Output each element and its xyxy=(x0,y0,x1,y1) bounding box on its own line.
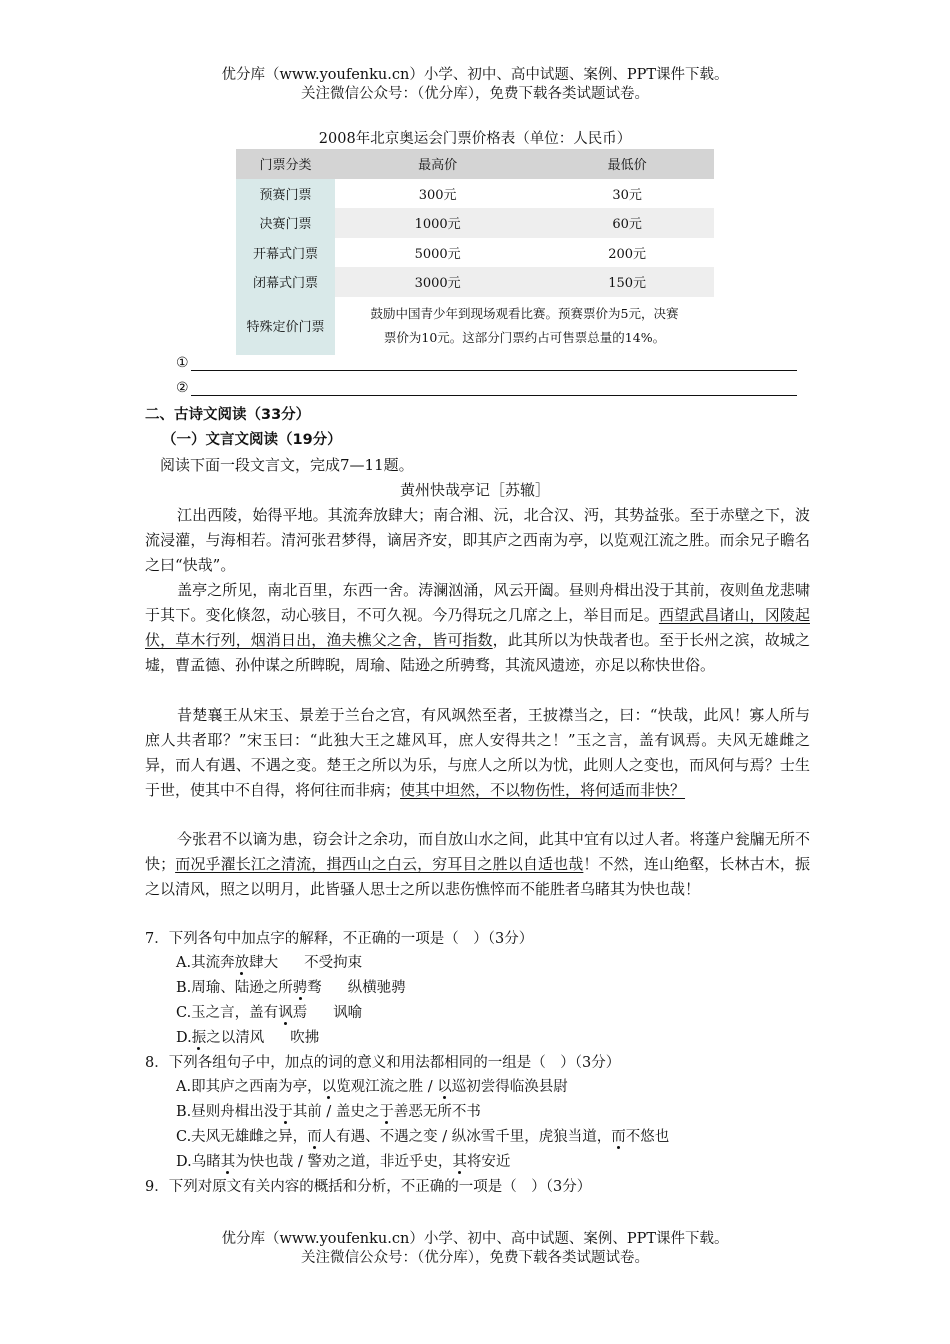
dotted-char: 而 xyxy=(611,1129,626,1145)
table-cell: 30元 xyxy=(612,187,642,203)
question-9-stem: 9．下列对原文有关内容的概括和分析，不正确的一项是（ ）（3分） xyxy=(145,1179,592,1195)
paragraph-text: ！不然，连山绝壑，长林古木，振之以清风，照之以明月，此皆骚人思士之所以悲伤憔悴而不能胜者乌睹其为快也哉！ xyxy=(145,855,810,898)
table-cell: 开幕式门票 xyxy=(236,238,335,268)
ticket-price-table xyxy=(236,149,714,355)
dotted-char: 骋 xyxy=(292,980,308,996)
footer-line-2: 关注微信公众号：（优分库），免费下载各类试题试卷。 xyxy=(301,1250,649,1266)
passage-paragraph-3 xyxy=(145,703,810,803)
option-text: D.乌睹 xyxy=(176,1154,221,1170)
q7-option-d[interactable] xyxy=(176,1026,319,1051)
table-header-row xyxy=(236,149,714,179)
option-gloss: 吹拂 xyxy=(290,1030,320,1046)
option-text: 其前 / 盖史之 xyxy=(292,1104,380,1120)
option-text: 人有遇、不遇之变 / 纵冰雪千里，虎狼当道， xyxy=(321,1129,612,1145)
table-title: 2008年北京奥运会门票价格表（单位：人民币） xyxy=(318,131,632,147)
option-gloss: 纵横驰骋 xyxy=(347,980,406,996)
table-cell: 决赛门票 xyxy=(236,208,335,238)
option-text: 将安近 xyxy=(466,1154,511,1170)
underlined-sentence: 西望武昌诸山，冈陵起伏，草木行列，烟消日出，渔夫樵父之舍，皆可指数 xyxy=(145,606,810,649)
table-cell: 闭幕式门票 xyxy=(236,267,335,297)
option-text: 巡初尝得临涣县尉 xyxy=(451,1079,568,1095)
option-text: 焉 xyxy=(292,1005,308,1021)
option-text: B.周瑜、陆逊之所 xyxy=(176,980,293,996)
table-cell: 特殊定价门票 xyxy=(236,297,335,355)
blank-marker: ② xyxy=(176,380,189,396)
table-cell: 200元 xyxy=(608,246,647,262)
option-text: B.昼则舟楫出没 xyxy=(176,1104,279,1120)
option-gloss: 讽喻 xyxy=(333,1005,363,1021)
option-text: D. xyxy=(176,1030,192,1046)
special-note-line: 票价为10元。这部分门票约占可售票总量的14%。 xyxy=(383,329,666,345)
blank-line xyxy=(191,381,797,396)
option-text: 善恶无所不书 xyxy=(393,1104,481,1120)
subsection-heading: （一）文言文阅读（19分） xyxy=(162,432,342,448)
dotted-char: 其 xyxy=(220,1154,236,1170)
table-row xyxy=(236,238,714,268)
q8-option-a[interactable] xyxy=(176,1075,568,1100)
header-line-1: 优分库（www.youfenku.cn）小学、初中、高中试题、案例、PPT课件下载。 xyxy=(221,67,729,83)
column-header: 门票分类 xyxy=(236,149,335,179)
header-line-2: 关注微信公众号：（优分库），免费下载各类试题试卷。 xyxy=(301,86,649,102)
passage-title: 黄州快哉亭记［苏辙］ xyxy=(399,481,550,499)
option-text: 骛 xyxy=(307,980,322,996)
paragraph-text: 昔楚襄王从宋玉、景差于兰台之宫，有风飒然至者，王披襟当之，曰：“快哉，此风！寡人所与庶人共者耶？”宋玉曰：“此独大王之雄风耳，庶人安得共之！”玉之言，盖有讽焉。夫风无雄雌之异，而人有遇、不遇之变。楚王之所以为乐，与庶人之所以为忧，此则人之变也，而风何与焉？士生于世，使其中不自得，将何往而非病； xyxy=(145,706,810,799)
option-text: C.玉之言，盖有 xyxy=(176,1005,279,1021)
blank-marker: ① xyxy=(176,355,189,371)
passage-paragraph-4 xyxy=(145,827,810,902)
dotted-char: 讽 xyxy=(278,1005,293,1021)
question-7-stem: 7．下列各句中加点字的解释，不正确的一项是（ ）（3分） xyxy=(145,931,534,947)
dotted-char: 于 xyxy=(278,1104,293,1120)
table-row xyxy=(236,179,714,209)
page-footer xyxy=(0,1230,950,1268)
table-row-special xyxy=(236,297,714,355)
column-header: 最高价 xyxy=(335,149,540,179)
option-text: A.其流奔 xyxy=(176,955,235,971)
answer-blank-1[interactable] xyxy=(176,355,797,371)
option-text: C.夫风无雄雌之异， xyxy=(176,1129,308,1145)
option-text: 之以清风 xyxy=(206,1030,265,1046)
option-gloss: 不受拘束 xyxy=(304,955,363,971)
passage-paragraph-1 xyxy=(145,503,810,578)
q8-option-b[interactable] xyxy=(176,1100,481,1125)
section-heading: 二、古诗文阅读（33分） xyxy=(145,407,311,423)
special-note xyxy=(335,297,714,355)
reading-instructions: 阅读下面一段文言文，完成7—11题。 xyxy=(160,456,414,474)
option-text: 肆大 xyxy=(249,955,279,971)
dotted-char: 以 xyxy=(437,1079,452,1095)
dotted-char: 于 xyxy=(379,1104,394,1120)
dotted-char: 放 xyxy=(234,955,250,971)
table-cell: 1000元 xyxy=(335,208,540,238)
table-cell: 5000元 xyxy=(414,246,461,262)
table-cell: 150元 xyxy=(540,267,714,297)
option-text: 览观江流之胜 / xyxy=(336,1079,438,1095)
paragraph-text: 江出西陵，始得平地。其流奔放肆大；南合湘、沅，北合汉、沔，其势益张。至于赤壁之下，波流浸灌，与海相若。清河张君梦得，谪居齐安，即其庐之西南为亭，以览观江流之胜。而余兄子瞻名之曰“快哉”。 xyxy=(145,506,810,574)
underlined-sentence: 使其中坦然，不以物伤性，将何适而非快？ xyxy=(400,781,686,799)
underlined-sentence: 而况乎濯长江之清流，揖西山之白云，穷耳目之胜以自适也哉 xyxy=(175,855,584,873)
paragraph-text: 盖亭之所见，南北百里，东西一舍。涛澜汹涌，风云开阖。昼则舟楫出没于其前，夜则鱼龙悲啸于其下。变化倏忽，动心骇目，不可久视。今乃得玩之几席之上，举目而足。 xyxy=(145,581,810,624)
blank-line xyxy=(191,356,797,371)
q7-option-b[interactable] xyxy=(176,976,406,1001)
q8-option-d[interactable] xyxy=(176,1150,510,1175)
q8-option-c[interactable] xyxy=(176,1125,669,1150)
table-cell: 300元 xyxy=(418,187,457,203)
option-text: A.即其庐之西南为亭， xyxy=(176,1079,322,1095)
paragraph-text: 今张君不以谪为患，窃会计之余功，而自放山水之间，此其中宜有以过人者。将蓬户瓮牖无所不快； xyxy=(145,830,810,873)
q7-option-c[interactable] xyxy=(176,1001,362,1026)
dotted-char: 以 xyxy=(321,1079,337,1095)
table-row xyxy=(236,267,714,297)
special-note-line: 鼓励中国青少年到现场观看比赛。预赛票价为5元，决赛 xyxy=(370,305,679,321)
dotted-char: 振 xyxy=(191,1030,207,1046)
table-cell: 预赛门票 xyxy=(236,179,335,209)
option-text: 不悠也 xyxy=(625,1129,670,1145)
dotted-char: 而 xyxy=(307,1129,322,1145)
passage-paragraph-2 xyxy=(145,578,810,678)
paragraph-text: ，此其所以为快哉者也。至于长州之滨，故城之墟，曹孟德、孙仲谋之所睥睨，周瑜、陆逊之所骋骛，其流风遗迹，亦足以称快世俗。 xyxy=(145,631,810,674)
column-header: 最低价 xyxy=(540,149,714,179)
question-8-stem: 8．下列各组句子中，加点的词的意义和用法都相同的一组是（ ）（3分） xyxy=(145,1055,621,1071)
footer-line-1: 优分库（www.youfenku.cn）小学、初中、高中试题、案例、PPT课件下载。 xyxy=(221,1231,729,1247)
table-cell: 3000元 xyxy=(335,267,540,297)
dotted-char: 其 xyxy=(452,1154,467,1170)
answer-blank-2[interactable] xyxy=(176,380,797,396)
q7-option-a[interactable] xyxy=(176,951,362,976)
table-row xyxy=(236,208,714,238)
option-text: 为快也哉 / 警劝之道，非近乎史， xyxy=(235,1154,453,1170)
table-cell: 60元 xyxy=(540,208,714,238)
page-header xyxy=(0,66,950,104)
